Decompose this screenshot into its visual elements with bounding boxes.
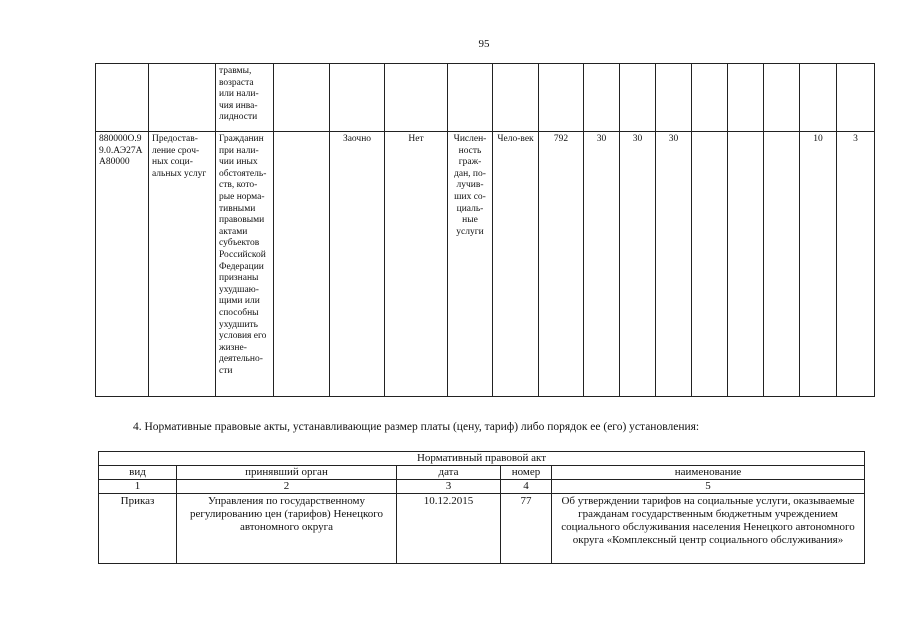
column-header: вид [99,466,177,480]
value-year3-cell: 30 [656,132,692,397]
indicator-cell: Числен-ность граж-дан, по-лучив-ших со-циаль-ные услуги [448,132,493,397]
table-row [96,64,875,132]
column-header: дата [397,466,501,480]
service-cell: Предостав-ление сроч-ных соци-альных услуг [149,132,216,397]
table-row [99,480,865,494]
column-number: 2 [177,480,397,494]
act-name-cell: Об утверждении тарифов на социальные услуги, оказываемые гражданам государственным бюджетным учреждением социального обслуживания населения Ненецкого автономного округа «Комплексный центр социального обслуживания» [552,494,865,564]
category-cell: Гражданин при нали-чии иных обстоятель-ств, кото-рые норма-тивными правовыми актами субъектов Российской Федерации признаны ухудшаю-щими или способны ухудшить условия его жизне-деятельно-сти [216,132,274,397]
column-header: наименование [552,466,865,480]
section-heading: 4. Нормативные правовые акты, устанавливающие размер платы (цену, тариф) либо порядок ее (его) установления: [133,421,700,433]
page-number: 95 [478,38,490,50]
column-number: 3 [397,480,501,494]
form-cell: Заочно [330,132,385,397]
column-number: 5 [552,480,865,494]
indicators-table [95,63,875,397]
act-kind-cell: Приказ [99,494,177,564]
registry-code-cell: 880000О.99.0.АЭ27АА80000 [96,132,149,397]
table-row [96,132,875,397]
act-authority-cell: Управления по государственному регулированию цен (тарифов) Ненецкого автономного округа [177,494,397,564]
category-cell: травмы, возраста или нали-чия инва-лидности [216,64,274,132]
deviation-absolute-cell: 3 [837,132,875,397]
deviation-percent-cell: 10 [800,132,837,397]
table-row [99,466,865,480]
column-header: принявший орган [177,466,397,480]
table-row [99,452,865,466]
act-number-cell: 77 [501,494,552,564]
act-date-cell: 10.12.2015 [397,494,501,564]
okei-cell: 792 [539,132,584,397]
value-year1-cell: 30 [584,132,620,397]
column-header: номер [501,466,552,480]
paid-cell: Нет [385,132,448,397]
column-number: 1 [99,480,177,494]
group-header: Нормативный правовой акт [99,452,865,466]
column-number: 4 [501,480,552,494]
legal-acts-table [98,451,865,564]
unit-cell: Чело-век [493,132,539,397]
value-year2-cell: 30 [620,132,656,397]
table-row [99,494,865,564]
